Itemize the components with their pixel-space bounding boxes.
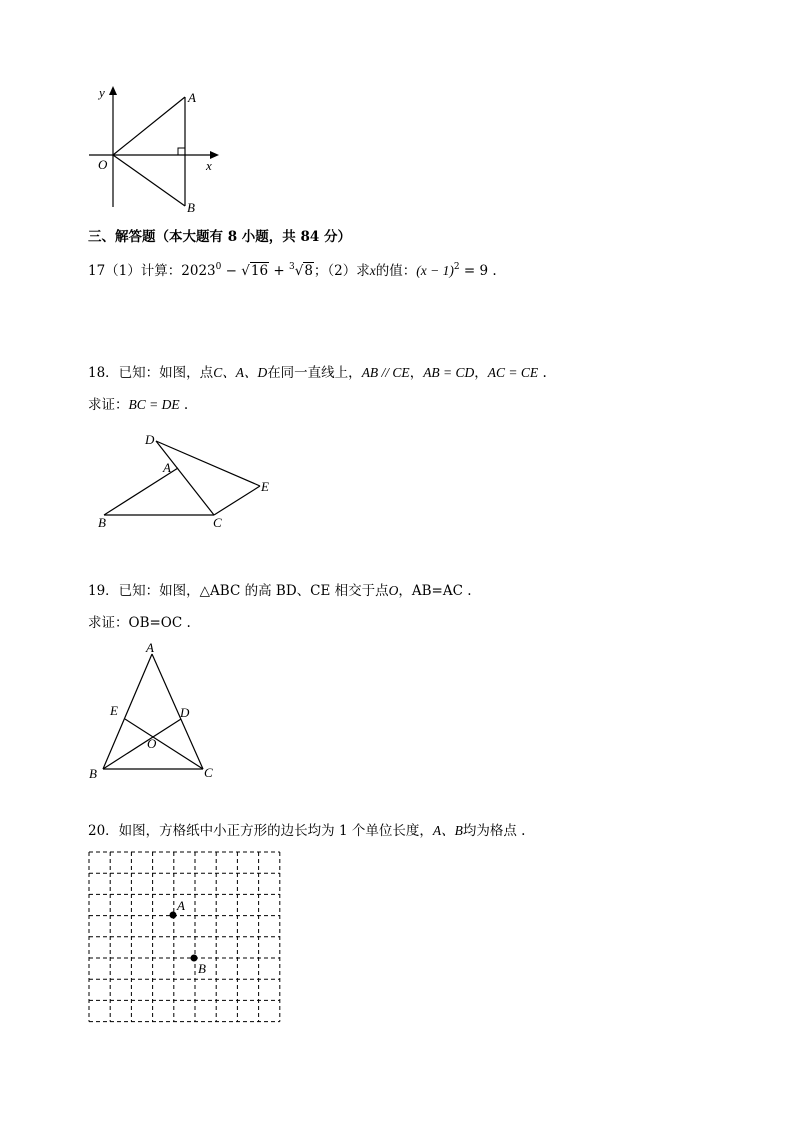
label-a: A xyxy=(177,898,185,913)
q17-cube-index: 3 xyxy=(288,262,295,272)
segment-ob xyxy=(113,155,185,206)
segment-bd xyxy=(103,719,181,769)
label-c: C xyxy=(204,765,213,780)
q19-prove: 求证：OB=OC . xyxy=(88,615,191,631)
q17-cube-rad: 8 xyxy=(304,263,313,279)
q17-eq-left: (x − 1) xyxy=(416,263,454,278)
coordinate-figure xyxy=(85,82,225,217)
sqrt-symbol: √ xyxy=(241,263,250,279)
segment-de xyxy=(156,441,260,486)
label-o: O xyxy=(98,157,108,172)
question-18 xyxy=(88,364,547,382)
q17-label: 17（1）计算： xyxy=(88,263,182,279)
q19-line1: 19．已知：如图，△ABC 的高 BD、CE 相交于点 xyxy=(88,583,389,599)
figure-q19 xyxy=(86,640,226,785)
point-b xyxy=(191,955,198,962)
q19-line1b: ，AB=AC . xyxy=(398,583,472,599)
q18-cond3: AC = CE xyxy=(487,365,539,380)
label-a: A xyxy=(188,90,196,105)
q18-cond1: AB // CE xyxy=(361,365,410,380)
dashed-grid xyxy=(89,852,280,1022)
segment-ba xyxy=(104,468,178,515)
q18-prove-expr: BC = DE xyxy=(128,397,180,412)
segment-ce xyxy=(214,486,260,515)
y-axis-arrow xyxy=(109,86,117,95)
q17-part2b: 的值： xyxy=(375,263,417,279)
label-a: A xyxy=(163,460,171,475)
label-d: D xyxy=(180,705,190,720)
q17-plus: + xyxy=(269,263,289,279)
q18-end: . xyxy=(538,365,547,381)
q18-points: C、A、D xyxy=(213,365,268,380)
label-b: B xyxy=(98,515,106,530)
q17-part2: ；（2）求 xyxy=(313,263,370,279)
q18-prove-end: . xyxy=(179,397,189,413)
label-y: y xyxy=(99,85,105,100)
question-19 xyxy=(88,582,472,600)
q18-sep2: ， xyxy=(474,365,488,381)
q17-sqrt16: 16 xyxy=(250,263,269,279)
q19-o: O xyxy=(388,583,399,598)
label-a: A xyxy=(146,640,154,655)
figure-q18 xyxy=(92,428,282,533)
q18-cond2: AB = CD xyxy=(423,365,475,380)
q20-ab: A、B xyxy=(432,823,463,838)
cbrt-symbol: √ xyxy=(294,263,304,279)
q18-line1-pre: 18．已知：如图，点 xyxy=(88,365,214,381)
label-e: E xyxy=(110,703,118,718)
section-title: 三、解答题（本大题有 8 小题，共 84 分） xyxy=(88,229,351,245)
q20-line1: 20．如图，方格纸中小正方形的边长均为 1 个单位长度， xyxy=(88,823,433,839)
question-20 xyxy=(88,822,525,840)
q18-sep1: ， xyxy=(409,365,424,381)
right-angle-mark xyxy=(178,148,185,155)
label-b: B xyxy=(187,200,195,215)
label-x: x xyxy=(206,158,212,173)
q17-exp0: 0 xyxy=(215,262,222,272)
label-o: O xyxy=(147,736,157,751)
q18-prove-pre: 求证： xyxy=(88,397,129,413)
segment-ac xyxy=(152,654,203,769)
label-b: B xyxy=(89,766,97,781)
label-e: E xyxy=(261,479,269,494)
q17-minus: − xyxy=(221,263,242,279)
segment-oa xyxy=(113,97,185,155)
q17-var: x xyxy=(369,263,376,278)
q17-exp2: 2 xyxy=(453,262,460,272)
grid-figure xyxy=(86,848,286,1028)
label-c: C xyxy=(213,515,222,530)
q17-eq-right: = 9 . xyxy=(459,263,497,279)
q20-line1b: 均为格点 . xyxy=(462,823,526,839)
segment-cd xyxy=(156,441,214,515)
label-d: D xyxy=(145,432,155,447)
label-b: B xyxy=(198,961,206,976)
q18-prove xyxy=(88,396,188,414)
q17-base: 2023 xyxy=(181,263,216,279)
point-a xyxy=(170,912,177,919)
q18-line1-mid: 在同一直线上， xyxy=(267,365,362,381)
question-17 xyxy=(88,262,497,280)
